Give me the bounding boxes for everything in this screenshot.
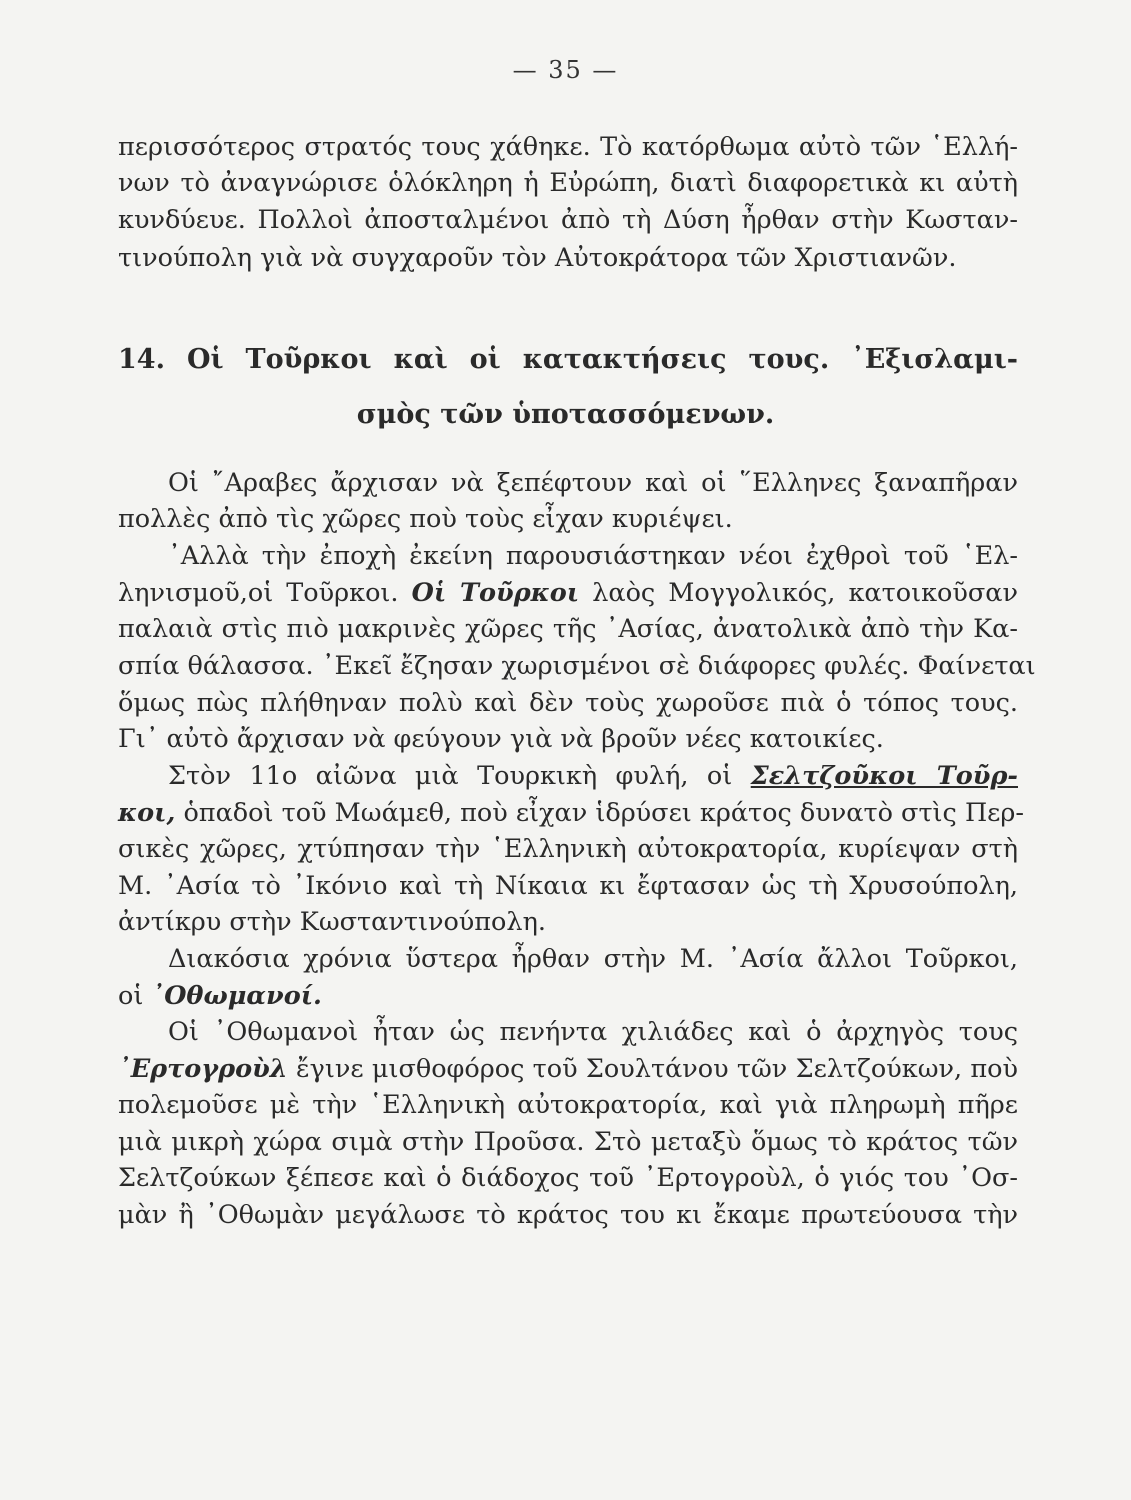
emphasis: Οἱ Τοῦρκοι	[411, 578, 580, 608]
text-line: ληνισμοῦ,οἱ Τοῦρκοι. Οἱ Τοῦρκοι λαὸς Μογγολικός, κατοικοῦσαν	[118, 578, 1018, 608]
text-line: παλαιὰ στὶς πιὸ μακρινὲς χῶρες τῆς ᾿Ασίας, ἀνατολικὰ ἀπὸ τὴν Κα-	[118, 614, 1018, 644]
section-heading-cont: σμὸς τῶν ὑποτασσόμενων.	[356, 399, 775, 430]
text-line: Μ. ᾿Ασία τὸ ᾿Ικόνιο καὶ τὴ Νίκαια κι ἔφτασαν ὡς τὴ Χρυσούπολη,	[118, 871, 1018, 901]
text-line: μὰν ἢ ᾿Οθωμὰν μεγάλωσε τὸ κράτος του κι ἔκαμε πρωτεύουσα τὴν	[118, 1200, 1018, 1230]
text-line: σικὲς χῶρες, χτύπησαν τὴν ῾Ελληνικὴ αὐτοκρατορία, κυρίεψαν στὴ	[118, 834, 1018, 864]
text-line: κοι, ὁπαδοὶ τοῦ Μωάμεθ, ποὺ εἶχαν ἱδρύσει κράτος δυνατὸ στὶς Περ-	[118, 798, 1024, 828]
emphasis: Σελτζοῦκοι Τοῦρ-	[750, 761, 1018, 791]
text-line: οἱ ᾿Οθωμανοί.	[118, 981, 322, 1011]
emphasis: ᾿Οθωμανοί.	[151, 981, 322, 1011]
text-line: Οἱ ῎Αραβες ἄρχισαν νὰ ξεπέφτουν καὶ οἱ ῞Ελληνες ξαναπῆραν	[168, 468, 1018, 498]
text-line: ᾿Ερτογροὺλ ἔγινε μισθοφόρος τοῦ Σουλτάνου τῶν Σελτζούκων, ποὺ	[118, 1054, 1018, 1084]
text-line: πολεμοῦσε μὲ τὴν ῾Ελληνικὴ αὐτοκρατορία, καὶ γιὰ πληρωμὴ πῆρε	[118, 1090, 1018, 1120]
page-number: — 35 —	[512, 56, 619, 84]
text-line: Οἱ ᾿Οθωμανοὶ ἦταν ὡς πενήντα χιλιάδες καὶ ὁ ἀρχηγὸς τους	[168, 1017, 1018, 1047]
text-line: τινούπολη γιὰ νὰ συγχαροῦν τὸν Αὐτοκράτορα τῶν Χριστιανῶν.	[118, 243, 957, 273]
text-line: μιὰ μικρὴ χώρα σιμὰ στὴν Προῦσα. Στὸ μεταξὺ ὅμως τὸ κράτος τῶν	[118, 1127, 1018, 1157]
text-line: Σελτζούκων ξέπεσε καὶ ὁ διάδοχος τοῦ ᾿Ερτογροὺλ, ὁ γιός του ᾿Οσ-	[118, 1163, 1018, 1193]
text-line: περισσότερος στρατός τους χάθηκε. Τὸ κατόρθωμα αὐτὸ τῶν ῾Ελλή-	[118, 132, 1018, 162]
text-line: σπία θάλασσα. ᾿Εκεῖ ἔζησαν χωρισμένοι σὲ διάφορες φυλές. Φαίνεται	[118, 651, 1036, 681]
text-line: κυνδύευε. Πολλοὶ ἀποσταλμένοι ἀπὸ τὴ Δύση ἦρθαν στὴν Κωσταν-	[118, 205, 1018, 235]
section-heading: 14. Οἱ Τοῦρκοι καὶ οἱ κατακτήσεις τους. ᾿Εξισλαμι-	[118, 344, 1018, 375]
text-line: ὅμως πὼς πλήθηναν πολὺ καὶ δὲν τοὺς χωροῦσε πιὰ ὁ τόπος τους.	[118, 688, 1018, 718]
emphasis: ᾿Ερτογροὺλ	[118, 1054, 288, 1084]
text-line: πολλὲς ἀπὸ τὶς χῶρες ποὺ τοὺς εἶχαν κυριέψει.	[118, 504, 733, 534]
text-line: ᾿Αλλὰ τὴν ἐποχὴ ἐκείνη παρουσιάστηκαν νέοι ἐχθροὶ τοῦ ῾Ελ-	[168, 541, 1018, 571]
text-line: Διακόσια χρόνια ὕστερα ἦρθαν στὴν Μ. ᾿Ασία ἄλλοι Τοῦρκοι,	[168, 944, 1018, 974]
text-line: Γι᾿ αὐτὸ ἄρχισαν νὰ φεύγουν γιὰ νὰ βροῦν νέες κατοικίες.	[118, 724, 884, 754]
text-line: Στὸν 11ο αἰῶνα μιὰ Τουρκικὴ φυλή, οἱ Σελτζοῦκοι Τοῦρ-	[168, 761, 1018, 791]
text-line: ἀντίκρυ στὴν Κωσταντινούπολη.	[118, 907, 546, 937]
text-line: νων τὸ ἀναγνώρισε ὁλόκληρη ἡ Εὐρώπη, διατὶ διαφορετικὰ κι αὐτὴ	[118, 168, 1018, 198]
emphasis: κοι,	[118, 798, 176, 828]
